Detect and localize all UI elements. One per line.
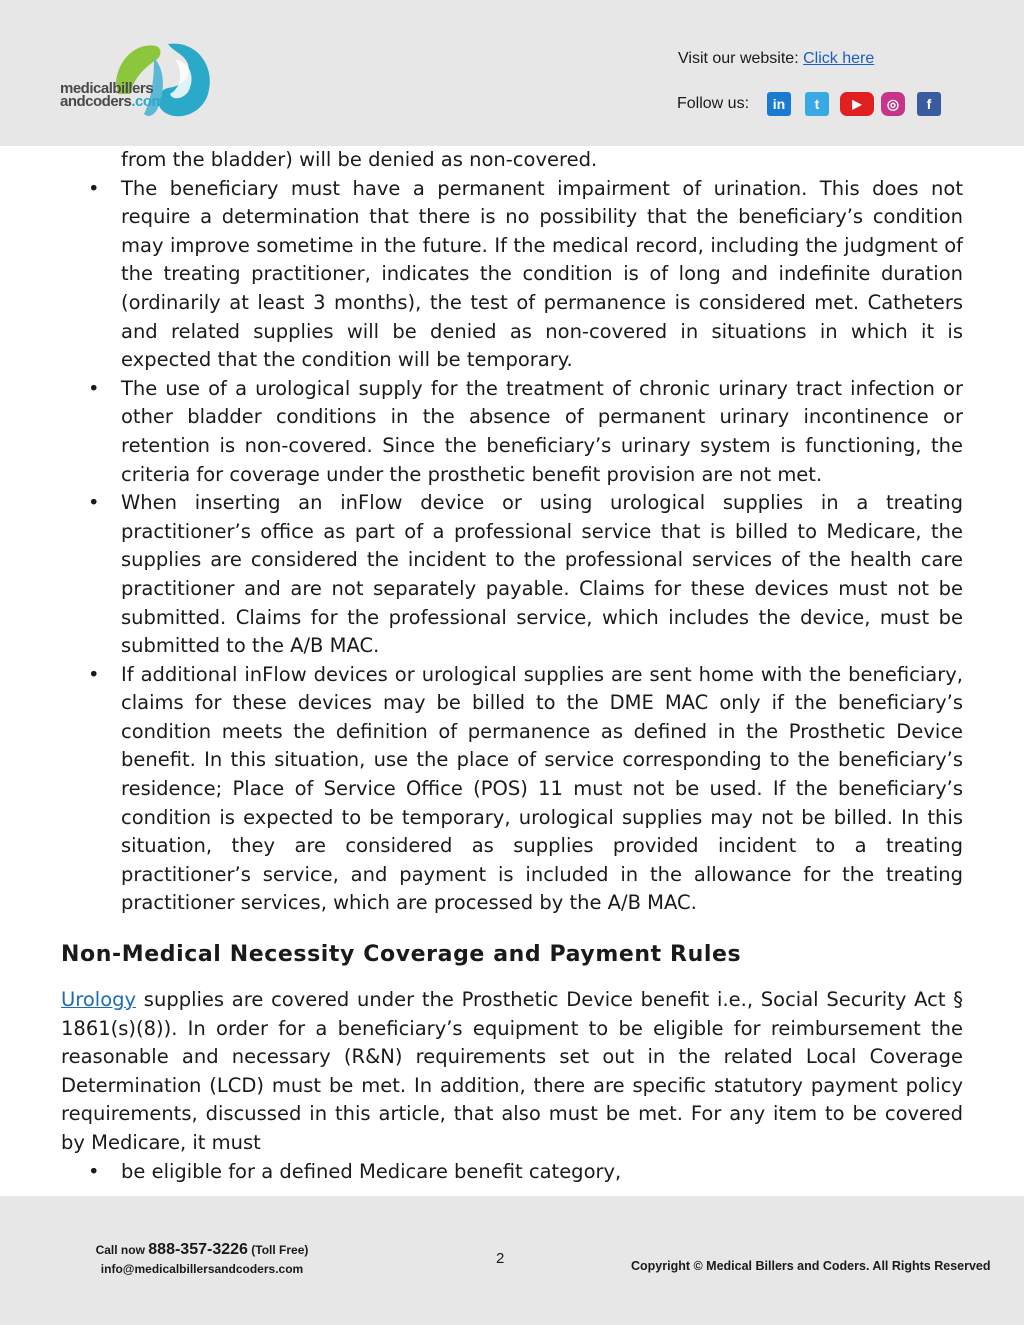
section-paragraph — [61, 986, 963, 1158]
list-item-text: The beneficiary must have a permanent impairment of urination. This does not require a determination that there is no possibility that the beneficiary’s condition may improve sometime in the future. If the medical record, including the judgment of the treating practitioner, indicates the condition is of long and indefinite duration (ordinarily at least 3 months), the test of permanence is considered met. Catheters and related supplies will be denied as non-covered in situations in which it is expected that the condition will be temporary. — [121, 176, 963, 372]
coverage-criteria-list — [61, 1158, 963, 1187]
linkedin-icon[interactable]: in — [767, 92, 791, 116]
phone-number[interactable]: 888-357-3226 — [148, 1241, 248, 1258]
website-link[interactable]: Click here — [803, 50, 875, 67]
facebook-icon[interactable]: f — [917, 92, 941, 116]
logo-line2: andcoders — [60, 93, 132, 110]
copyright-text: Copyright © Medical Billers and Coders. All Rights Reserved — [631, 1259, 991, 1273]
instagram-icon[interactable]: ◎ — [881, 92, 905, 116]
contact-info — [82, 1240, 322, 1279]
logo-line1: medicalbillers — [60, 80, 154, 97]
page-header — [0, 0, 1024, 146]
bullet-icon: • — [88, 662, 100, 686]
call-label: Call now — [95, 1243, 145, 1257]
email-address[interactable]: info@medicalbillersandcoders.com — [100, 1262, 304, 1276]
list-item-text: be eligible for a defined Medicare benefit category, — [121, 1159, 622, 1183]
page-footer — [0, 1196, 1024, 1325]
requirements-list — [61, 175, 963, 918]
paragraph-text: supplies are covered under the Prosthetic Device benefit i.e., Social Security Act § 1861(s)(8)). In order for a beneficiary’s equipment to be eligible for reimbursement the reasonable and necessary (R&N) requirements set out in the related Local Coverage Determination (LCD) must be met. In addition, there are specific statutory payment policy requirements, discussed in this article, that also must be met. For any item to be covered by Medicare, it must — [61, 988, 963, 1154]
bullet-icon: • — [88, 491, 100, 515]
list-item — [61, 175, 963, 375]
youtube-icon[interactable]: ▶ — [840, 92, 874, 116]
toll-free-label: (Toll Free) — [251, 1243, 309, 1257]
list-item — [61, 1158, 963, 1187]
section-heading: Non-Medical Necessity Coverage and Payment Rules — [61, 942, 742, 968]
list-item-text: The use of a urological supply for the treatment of chronic urinary tract infection or other bladder conditions in the absence of permanent urinary incontinence or retention is non-covered. Since the beneficiary’s urinary system is functioning, the criteria for coverage under the prosthetic benefit provision are not met. — [121, 376, 963, 486]
company-logo[interactable] — [58, 38, 218, 122]
bullet-icon: • — [88, 176, 100, 200]
logo-suffix: .com — [131, 93, 165, 110]
list-item — [61, 375, 963, 489]
page-number: 2 — [496, 1250, 505, 1267]
website-info — [678, 50, 874, 68]
follow-label: Follow us: — [677, 95, 750, 112]
logo-text — [60, 82, 164, 108]
article-content — [61, 146, 963, 1186]
continued-bullet-text: from the bladder) will be denied as non-covered. — [121, 148, 598, 171]
list-item — [61, 489, 963, 661]
twitter-icon[interactable]: t — [805, 92, 829, 116]
list-item-text: When inserting an inFlow device or using urological supplies in a treating practitioner’s office as part of a professional service that is billed to Medicare, the supplies are considered the incident to the professional services of the health care practitioner and are not separately payable. Claims for these devices must not be submitted. Claims for the professional service, which includes the device, must be submitted to the A/B MAC. — [121, 491, 963, 658]
list-item — [61, 661, 963, 918]
visit-label: Visit our website: — [678, 50, 799, 67]
bullet-icon: • — [88, 376, 100, 400]
bullet-icon: • — [88, 1159, 100, 1183]
list-item-text: If additional inFlow devices or urological supplies are sent home with the beneficiary, claims for these devices may be billed to the DME MAC only if the beneficiary’s condition meets the definition of permanence as defined in the Prosthetic Device benefit. In this situation, use the place of service corresponding to the beneficiary’s residence; Place of Service Office (POS) 11 must not be used. If the beneficiary’s condition is expected to be temporary, urological supplies may not be billed. In this situation, they are considered as supplies provided incident to a treating practitioner’s service, and payment is included in the allowance for the treating practitioner services, which are processed by the A/B MAC. — [121, 662, 963, 915]
urology-link[interactable]: Urology — [61, 988, 137, 1012]
